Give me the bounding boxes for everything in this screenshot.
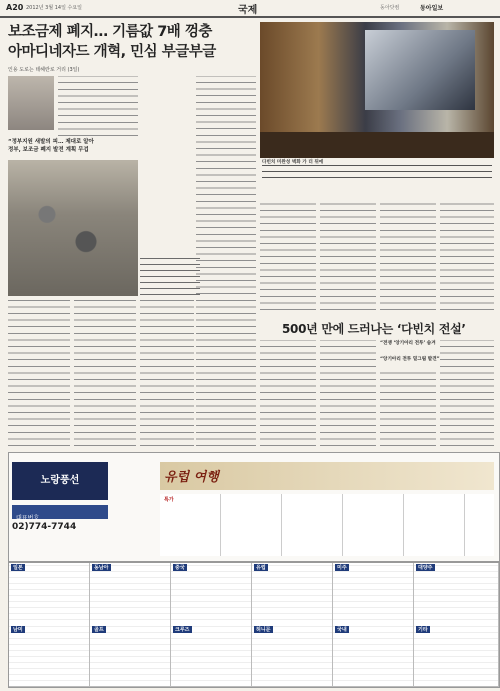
traffic-photo	[8, 160, 138, 296]
article1-text-col3	[196, 76, 256, 446]
article2-text-col2	[320, 200, 376, 310]
page-date: 2012년 3월 14일 수요일	[26, 5, 83, 11]
photo-screen	[365, 30, 475, 110]
ad2-banner[interactable]	[160, 462, 494, 490]
ad2-banner-text: 유럽 여행	[164, 470, 219, 485]
article1-text-col2	[74, 300, 136, 446]
ad2-packages[interactable]	[160, 494, 494, 556]
article2-text-col7	[380, 372, 436, 446]
article1-subhead2: 정부, 보조금 폐지 발전 계획 무겁	[8, 147, 89, 153]
headline-line1: 보조금제 폐지… 기름값 7배 껑충	[8, 24, 212, 40]
newspaper-brand: 동아일보	[420, 5, 444, 12]
ad-cell-1[interactable]	[9, 563, 90, 626]
ad-cell-4[interactable]	[252, 563, 333, 626]
ad-cell-11[interactable]	[333, 625, 414, 687]
ad-cell-label: 중국	[175, 565, 185, 571]
article2-text-col4	[440, 200, 494, 310]
article2-text-col1	[260, 200, 316, 310]
article2-text-col8	[440, 340, 494, 446]
photo-floor	[260, 132, 494, 158]
ad-cell-label: 골프	[94, 627, 104, 633]
ad-cell-8[interactable]	[90, 625, 171, 687]
ad-cell-12[interactable]	[414, 625, 499, 687]
article1-subhead1: “정부지원 새발의 피… 제대로 알아	[8, 139, 94, 145]
ad-cell-label: 동남아	[94, 565, 109, 571]
page-header	[0, 0, 500, 18]
section-title: 국제	[238, 5, 258, 16]
article2-headline: 500년 만에 드러나는 ‘다빈치 전설’	[282, 322, 466, 336]
davinci-photo	[260, 22, 494, 158]
traffic-photo-caption	[140, 255, 200, 295]
article1-text-col1	[8, 300, 70, 446]
ad-cell-label: 미주	[337, 565, 347, 571]
ad2-tag: 특가	[164, 497, 174, 503]
article1-headline	[8, 22, 258, 62]
reporter-photo	[8, 76, 54, 130]
article2-text-col6	[320, 340, 376, 446]
ad-cell-6[interactable]	[414, 563, 499, 626]
ad-cell-label: 국내	[337, 627, 347, 633]
ad-cell-label: 일본	[13, 565, 23, 571]
ad-cell-label: 대양주	[418, 565, 433, 571]
ad1-label-bar	[12, 505, 108, 522]
ad-cell-label: 허니문	[256, 627, 271, 633]
photo-caption-text: 다빈치 미완성 벽화 가 더 뒤에	[262, 160, 324, 165]
article2-subhead2: “앙기아리 전투 밑그림 발견”	[380, 357, 440, 362]
ad1-phone[interactable]: 02)774-7744	[12, 522, 77, 532]
ad-cell-label: 남미	[13, 627, 23, 633]
article1-text-col1a	[58, 76, 138, 136]
ad-cell-label: 기타	[418, 627, 428, 633]
article1-text-col4	[140, 300, 194, 446]
page-number: A20	[6, 3, 24, 12]
ad-cell-9[interactable]	[171, 625, 252, 687]
ad-cell-7[interactable]	[9, 625, 90, 687]
article2-text-col5	[260, 340, 316, 446]
davinci-photo-caption	[262, 160, 492, 178]
headline-line2: 아마디네자드 개혁, 민심 부글부글	[8, 44, 216, 60]
article2-text-col3	[380, 200, 436, 310]
ad1-label: 대표번호	[16, 515, 40, 522]
ad-cell-2[interactable]	[90, 563, 171, 626]
ad-grid	[8, 562, 500, 688]
ad-cell-5[interactable]	[333, 563, 414, 626]
article1-byline: 인용 도로는 테헤란로 거리 (3일)	[8, 67, 80, 73]
site-name: 동아닷컴	[380, 5, 400, 11]
ad-cell-label: 크루즈	[175, 627, 190, 633]
article2-subhead1: “전쟁 ‘앙기아리 전투’ 숨겨	[380, 341, 436, 346]
ad-cell-label: 유럽	[256, 565, 266, 571]
ad1-logo[interactable]: 노랑풍선	[12, 462, 108, 500]
ad-cell-10[interactable]	[252, 625, 333, 687]
ad-cell-3[interactable]	[171, 563, 252, 626]
